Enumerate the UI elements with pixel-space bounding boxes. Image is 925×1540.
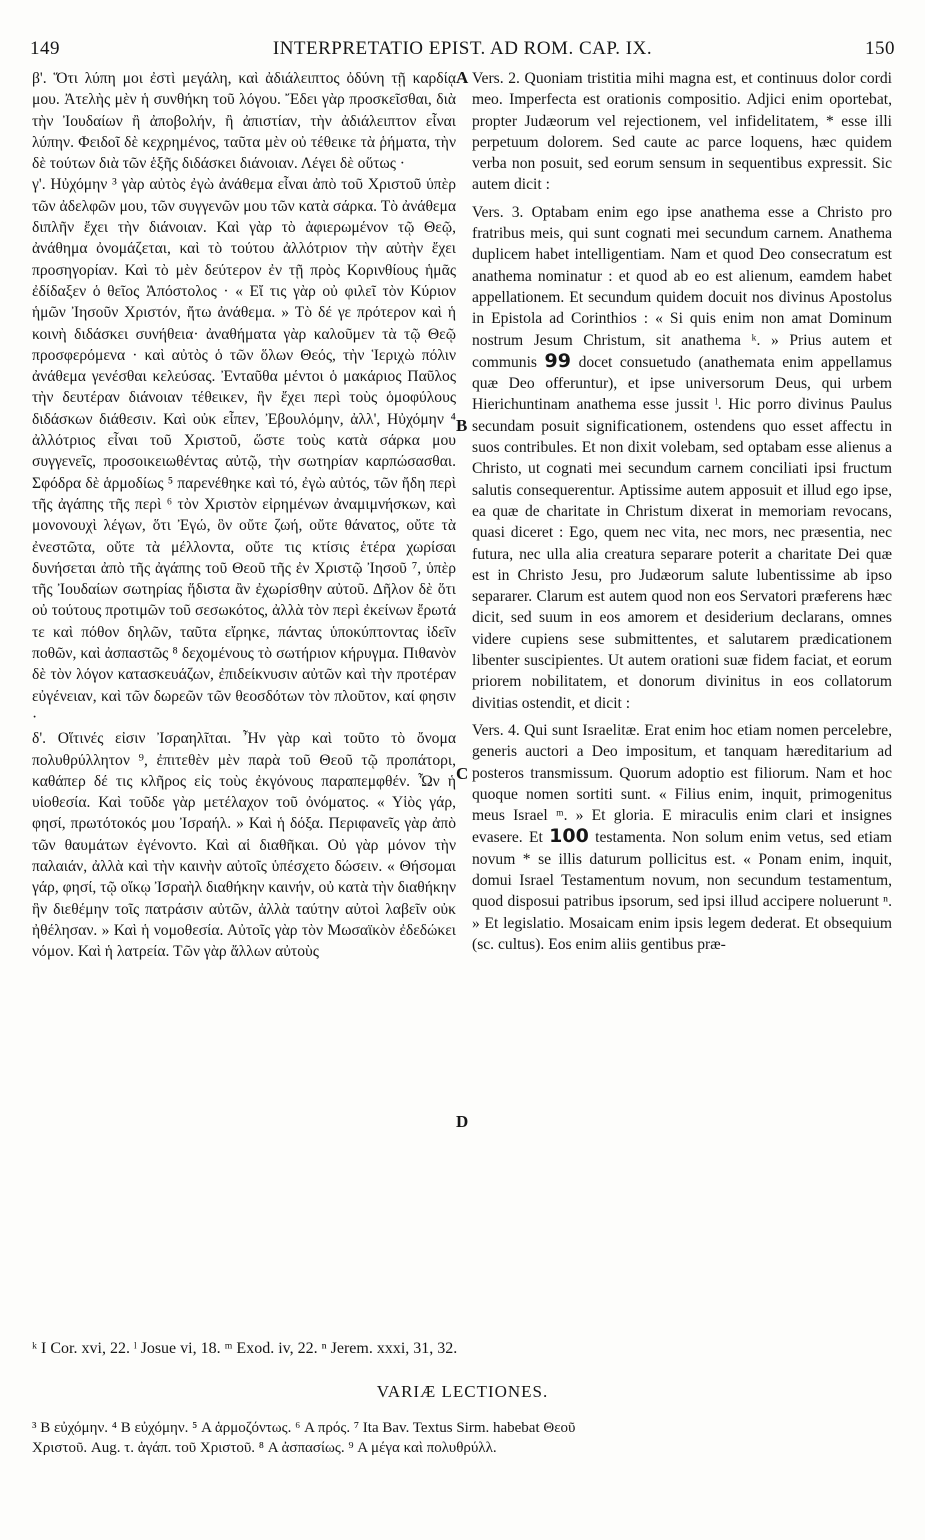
margin-letter-c: C xyxy=(456,764,469,783)
latin-verse-3 xyxy=(472,202,892,714)
greek-verse-4: δ'. Οἵτινές εἰσιν Ἰσραηλῖται. Ἦν γὰρ καὶ τοῦτο τὸ ὄνομα πολυθρύλλητον ⁹, ἐπιτεθὲν μὲν παρὰ τοῦ Θεοῦ τῷ προπάτορι, καθάπερ δέ τις κλῆρος εἰς τοὺς ἐκγόνους παραπεμφθέν. Ὧν ἡ υἱοθεσία. Καὶ τοῦδε γὰρ μετέλαχον τοῦ ὀνόματος. « Υἱὸς γάρ, φησί, πρωτότοκός μου Ἰσραήλ. » Καὶ ἡ δόξα. Περιφανεῖς γὰρ ἀπὸ τῶν θαυμάτων ἐγένοντο. Καὶ αἱ διαθῆκαι. Οὐ γὰρ μόνον τὴν παλαιάν, ἀλλὰ καὶ τὴν καινὴν αὐτοῖς ὑπέσχετο δώσειν. « Θήσομαι γάρ, φησί, τῷ οἴκῳ Ἰσραὴλ διαθήκην καινήν, οὐ κατὰ τὴν διαθήκην ἣν διεθέμην τοῖς πατράσιν αὐτῶν, ἀλλὰ ταύτην αὐτοὶ λαβεῖν οὐκ ἠθέλησαν. » Καὶ ἡ νομοθεσία. Αὐτοῖς γὰρ τὸν Μωσαϊκὸν ἐδεδώκει νόμον. Καὶ ἡ λατρεία. Τῶν γὰρ ἄλλων αὐτοὺς xyxy=(32,730,456,961)
greek-verse-3: γ'. Ηὐχόμην ³ γὰρ αὐτὸς ἐγὼ ἀνάθεμα εἶναι ἀπὸ τοῦ Χριστοῦ ὑπὲρ τῶν ἀδελφῶν μου, τῶν συγγενῶν μου τῶν κατὰ σάρκα. Τὸ ἀνάθεμα διπλῆν ἔχει τὴν διάνοιαν. Καὶ γὰρ τὸ ἀφιερωμένον τῷ Θεῷ, ἀνάθημα ὀνομάζεται, καὶ τὸ τούτου ἀλλότριον τὴν αὐτὴν ἔχει προσηγορίαν. Καὶ τὸ μὲν δεύτερον ἐν τῇ πρὸς Κορινθίους ἡμᾶς ἐδίδαξεν ὁ θεῖος Ἀπόστολος · « Εἴ τις γὰρ οὐ φιλεῖ τὸν Κύριον ἡμῶν Ἰησοῦν Χριστόν, ἤτω ἀνάθεμα. » Τὸ δέ γε πρότερον καὶ ἡ κοινὴ διδάσκει συνήθεια· ἀναθήματα γὰρ καλοῦμεν τὰ τῷ Θεῷ προσφερόμενα · καὶ αὐτὸς ὁ τῶν ὅλων Θεός, τὴν Ἱεριχὼ πόλιν ἀνάθεμα γενέσθαι κελεύσας. Ἐνταῦθα μέντοι ὁ μακάριος Παῦλος τὴν δευτέραν διάνοιαν τέθεικεν, ἣν ἔχει περὶ τοὺς ὁμοφύλους διδάσκων διάθεσιν. Καὶ οὐκ εἶπεν, Ἐβουλόμην, ἀλλ', Ηὐχόμην ⁴ ἀλλότριος εἶναι τοῦ Χριστοῦ, ὥστε τοὺς κατὰ σάρκα μου συγγενεῖς, προσοικειωθέντας αὐτῷ, τὴν σωτηρίαν καρπώσασθαι. Σφόδρα δὲ ἁρμοδίως ⁵ παρενέθηκε καὶ τό, ἐγὼ αὐτός, τῶν ἤδη περὶ τῆς ἀγάπης τῆς περὶ ⁶ τὸν Χριστὸν εἰρημένων ἀναμιμνήσκων, καὶ μονονουχὶ λέγων, ὅτι Ἐγώ, ὃν οὔτε ζωή, οὔτε θάνατος, οὔτε τὰ ἐνεστῶτα, οὔτε τὰ μέλλοντα, οὔτε τις κτίσις ἑτέρα χωρίσαι δυνήσεται ἀπὸ τῆς ἀγάπης τοῦ Θεοῦ τῆς ἐν Χριστῷ Ἰησοῦ ⁷, ὑπὲρ τῆς Ἰουδαίων σωτηρίας ἥδιστα ἂν ἐχωρίσθην αὐτοῦ. Δῆλον δὲ ὅτι οὐ τούτους προτιμῶν τοῦ σεσωκότος, ἀλλὰ τὸν περὶ ἐκείνων ἔρωτά τε καὶ πόθον δηλῶν, ταῦτα εἴρηκε, πάντας ὑποκύπτοντας ἰδεῖν ποθῶν, καὶ ἀσπαστῶς ⁸ δεχομένους τὸ σωτήριον κήρυγμα. Πιθανὸν δὲ τὸν λόγον κατασκευάζων, ἐπιδείκνυσιν αὐτῶν καὶ τὴν προτέραν εὐγένειαν, καὶ τῶν δωρεῶν τῶν θεοσδότων τὸν πλοῦτον, καί φησιν · xyxy=(32,176,456,726)
page-number-right: 150 xyxy=(865,38,895,59)
page-number-left: 149 xyxy=(30,38,60,59)
variae-lectiones xyxy=(32,1418,895,1458)
latin-verse-2: Vers. 2. Quoniam tristitia mihi magna est, et continuus dolor cordi meo. Imperfecta est orationis compositio. Adjici enim oportebat, propter Judæorum vel rejectionem, vel infidelitatem, * esse illi perpetuum dolorem. Sed caute ac parce loquens, hæc quidem verba non posuit, sed eorum sensum in sequentibus expressit. Sic autem dicit : xyxy=(472,70,892,194)
latin-verse-3-part-1: Vers. 3. Optabam enim ego ipse anathema esse a Christo pro fratribus meis, qui sunt cognati mei secundum carnem. Anathema duplicem habet intelligentiam. Nam et quod Deo consecratum est anathema nominatur : et quod ab eo est alienum, eamdem habet appellationem. Et secundum quidem docuit nos divinus Apostolus in Epistola ad Corinthios : « Si quis enim non amat Dominum nostrum Jesum Christum, sit anathema ᵏ. » Prius autem et communis xyxy=(472,203,892,371)
column-number-99: 99 xyxy=(544,349,571,372)
margin-letter-b: B xyxy=(456,416,468,435)
greek-column xyxy=(32,68,456,962)
greek-verse-2: β'. Ὅτι λύπη μοι ἐστὶ μεγάλη, καὶ ἀδιάλειπτος ὀδύνη τῇ καρδίᾳ μου. Ἀτελὴς μὲν ἡ συνθήκη τοῦ λόγου. Ἔδει γὰρ προσκεῖσθαι, διὰ τὴν Ἰουδαίων ἢ ἀποβολήν, ἢ ἀπιστίαν, τὴν ἀδιάλειπτον εἶναι λύπην. Φειδοῖ δὲ κεχρημένος, ταῦτα μὲν οὐ τέθεικε τὰ ῥήματα, τὴν δὲ τούτων διὰ τῶν ἑξῆς διδάσκει διάνοιαν. Λέγει δὲ οὕτως · xyxy=(32,70,456,173)
latin-verse-4-part-1: Vers. 4. Qui sunt Israelitæ. Erat enim hoc etiam nomen percelebre, generis auctori a Deo impositum, et tanquam hæreditarium ad posteros transmissum. Quorum adoptio est filiorum. Nam et hoc quoque nomen sortiti sunt. « Filius enim, inquit, primogenitus meus Israel ᵐ. » Et gloria. E miraculis enim clari et insignes evasere. Et xyxy=(472,721,892,847)
variae-line-2: Χριστοῦ. Aug. τ. ἀγάπ. τοῦ Χριστοῦ. ⁸ A ἀσπασίως. ⁹ A μέγα καὶ πολυθρύλλ. xyxy=(32,1440,497,1456)
variae-lectiones-title: VARIÆ LECTIONES. xyxy=(376,1382,549,1401)
margin-letter-d: D xyxy=(456,1112,469,1131)
latin-verse-4-part-2: testamenta. Non solum enim vetus, sed etiam novum * se illis daturum pollicitus est. « Ponam enim, inquit, domui Israel Testamentum novum, non secundum testamentum, quod disposui patribus ipsorum, sed ipsi illud accipere noluerunt ⁿ. » Et legislatio. Mosaicam enim ipsis legem dederat. Et obsequium (sc. cultus). Eos enim aliis gentibus præ- xyxy=(472,829,893,953)
variae-line-1: ³ B εὐχόμην. ⁴ B εὐχόμην. ⁵ A ἁρμοζόντως. ⁶ A πρός. ⁷ Ita Bav. Textus Sirm. habebat Θεοῦ xyxy=(32,1420,576,1436)
running-title: INTERPRETATIO EPIST. AD ROM. CAP. IX. xyxy=(272,38,653,59)
latin-column xyxy=(472,68,892,955)
running-header xyxy=(30,38,895,60)
latin-verse-4 xyxy=(472,720,892,955)
scripture-footnotes: ᵏ I Cor. xvi, 22. ˡ Josue vi, 18. ᵐ Exod. iv, 22. ⁿ Jerem. xxxi, 31, 32. xyxy=(32,1340,458,1357)
latin-verse-3-part-2: docet consuetudo (anathemata enim appellamus quæ Deo offeruntur), et ipse universorum Deus, qui urbem Hierichuntinam anathema esse jussit ˡ. Hic porro divinus Paulus secundam posuit significationem, ostendens quo esset affectu in suos contribules. Et non dixit volebam, sed optabam esse alienus a Christo, ut cognati mei secundum carnem conciliati ipsi fructum salutis consequerentur. Aptissime autem apposuit et illud ego ipse, ea quæ de charitate in Christum dixerat in memoriam revocans, quasi diceret : Ego, quem nec vita, nec mors, nec præsentia, nec futura, nec ulla alia creatura separare poterit a charitate Dei quæ est in Christo Jesu, pro Judæorum salute lubentissime ab ipso separarer. Clarum est autem quod non eos Servatori præferens hæc dicit, sed suum in eos amorem et desiderium declarans, omnes videre cupiens sese submittentes, et salutarem prædicationem libenter suscipientes. Ut autem orationi suæ fidem faciat, et eorum priorem nobilitatem, et donorum divinitus in eos collatorum divitias ostendit, et dicit : xyxy=(472,353,892,712)
margin-letter-a: A xyxy=(456,68,469,87)
column-number-100: 100 xyxy=(549,825,589,848)
